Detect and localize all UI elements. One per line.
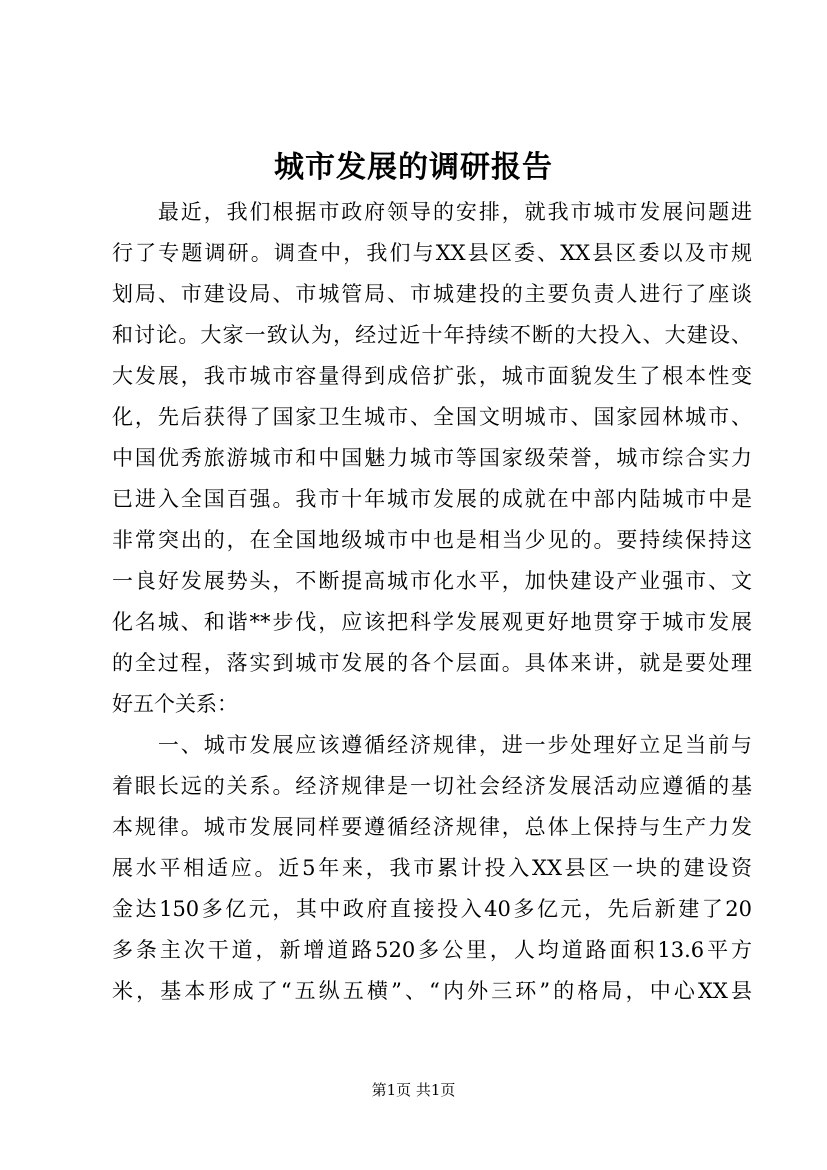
paragraph-1-line: 一良好发展势头，不断提高城市化水平，加快建设产业强市、文 <box>112 569 752 593</box>
paragraph-1-line: 非常突出的，在全国地级城市中也是相当少见的。要持续保持这 <box>112 528 752 552</box>
document-title: 城市发展的调研报告 <box>274 150 553 185</box>
paragraph-1-line: 已进入全国百强。我市十年城市发展的成就在中部内陆城市中是 <box>112 487 752 511</box>
paragraph-1-line: 划局、市建设局、市城管局、市城建投的主要负责人进行了座谈 <box>112 282 752 306</box>
paragraph-1-line: 大发展，我市城市容量得到成倍扩张，城市面貌发生了根本性变 <box>112 364 752 388</box>
page-number-footer: 第1页 共1页 <box>371 1081 456 1099</box>
paragraph-1-line: 化，先后获得了国家卫生城市、全国文明城市、国家园林城市、 <box>112 405 752 429</box>
paragraph-1-line: 和讨论。大家一致认为，经过近十年持续不断的大投入、大建设、 <box>112 323 752 347</box>
paragraph-1-line: 中国优秀旅游城市和中国魅力城市等国家级荣誉，城市综合实力 <box>112 446 752 470</box>
paragraph-2-line: 一、城市发展应该遵循经济规律，进一步处理好立足当前与 <box>112 733 752 757</box>
paragraph-2-line: 米，基本形成了“五纵五横”、“内外三环”的格局，中心XX县 <box>112 979 752 1003</box>
paragraph-1-line: 行了专题调研。调查中，我们与XX县区委、XX县区委以及市规 <box>112 241 752 265</box>
paragraph-2-line: 着眼长远的关系。经济规律是一切社会经济发展活动应遵循的基 <box>112 774 752 798</box>
paragraph-1-line: 好五个关系： <box>112 692 238 716</box>
paragraph-2-line: 本规律。城市发展同样要遵循经济规律，总体上保持与生产力发 <box>112 815 752 839</box>
paragraph-1-line: 化名城、和谐**步伐，应该把科学发展观更好地贯穿于城市发展 <box>112 610 752 634</box>
paragraph-2-line: 金达150多亿元，其中政府直接投入40多亿元，先后新建了20 <box>112 897 752 921</box>
paragraph-2-line: 多条主次干道，新增道路520多公里，人均道路面积13.6平方 <box>112 938 752 962</box>
paragraph-2-line: 展水平相适应。近5年来，我市累计投入XX县区一块的建设资 <box>112 856 752 880</box>
paragraph-1-line: 最近，我们根据市政府领导的安排，就我市城市发展问题进 <box>112 200 752 224</box>
document-body <box>112 192 752 1012</box>
paragraph-1-line: 的全过程，落实到城市发展的各个层面。具体来讲，就是要处理 <box>112 651 752 675</box>
